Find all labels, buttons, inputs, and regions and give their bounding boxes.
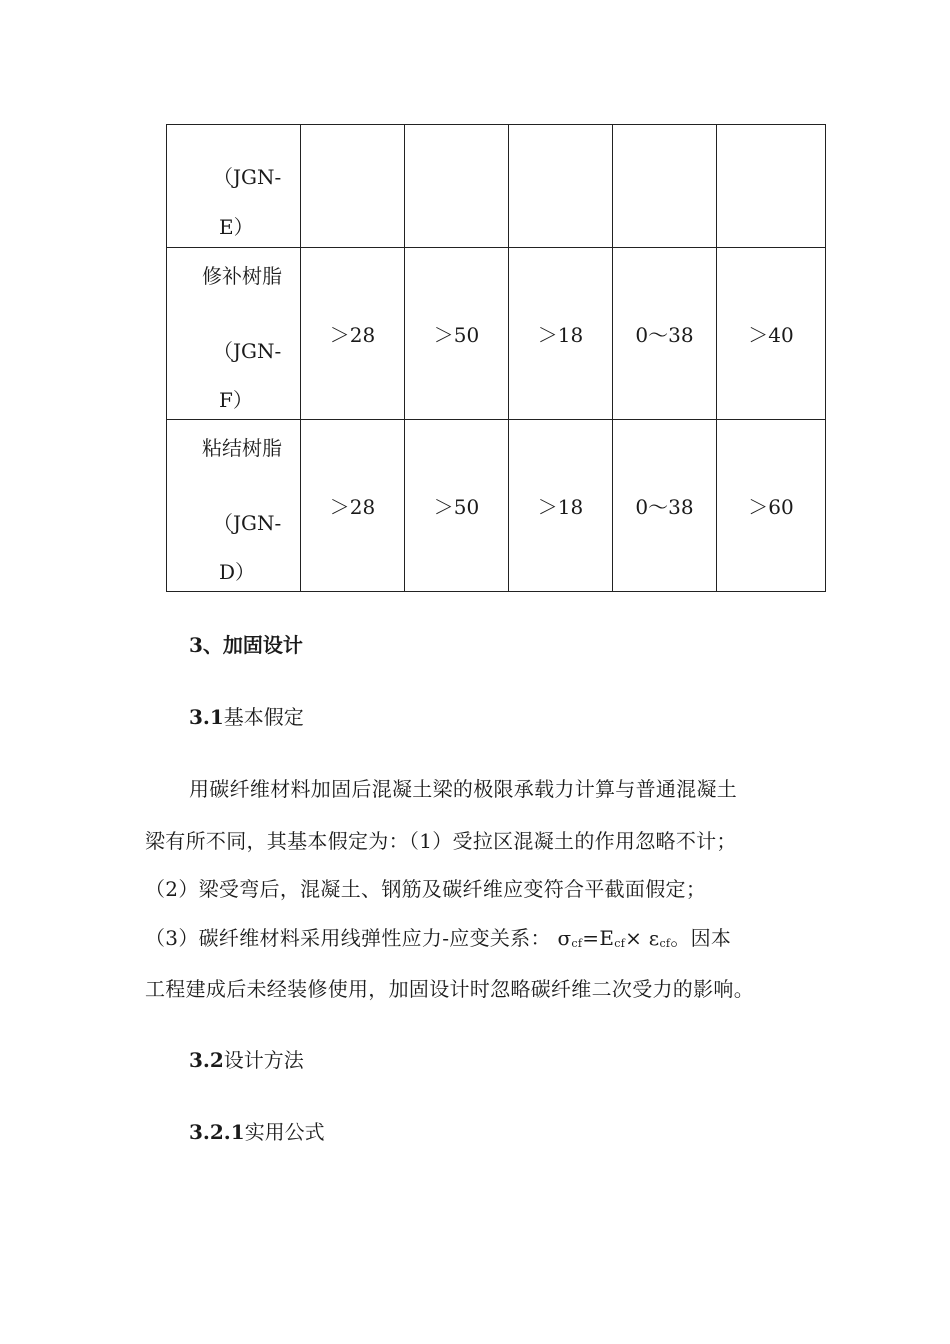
material-name-cell (167, 248, 301, 420)
formula-subscript: cf (614, 937, 626, 950)
section-heading-3-2 (189, 1044, 304, 1073)
section-title: 实用公式 (244, 1120, 325, 1144)
section-title: 基本假定 (223, 705, 304, 729)
table-cell: ＞50 (405, 248, 509, 420)
table-cell: ＞40 (717, 248, 826, 420)
paragraph-line: 工程建成后未经装修使用，加固设计时忽略碳纤维二次受力的影响。 (145, 977, 754, 1001)
material-name: 修补树脂 (202, 264, 282, 288)
table-row (167, 420, 826, 592)
formula-equals: =E (582, 926, 615, 950)
table-cell (613, 125, 717, 248)
material-code-close: E） (219, 215, 254, 239)
material-properties-table (166, 124, 826, 592)
material-name-cell (167, 420, 301, 592)
formula-subscript: cf (571, 937, 583, 950)
line-text: （3）碳纤维材料采用线弹性应力-应变关系： (145, 926, 551, 950)
section-heading-3: 3、加固设计 (189, 633, 303, 657)
table-cell: ＞18 (509, 420, 613, 592)
paragraph-line (145, 922, 731, 951)
section-number: 3.1 (189, 705, 224, 729)
section-number: 3.2 (189, 1048, 224, 1072)
table-cell: 0～38 (613, 248, 717, 420)
table-cell: ＞50 (405, 420, 509, 592)
table-cell: 0～38 (613, 420, 717, 592)
paragraph-line: 梁有所不同，其基本假定为：（1）受拉区混凝土的作用忽略不计； (145, 829, 737, 853)
section-title: 设计方法 (223, 1048, 304, 1072)
formula-times: × ε (625, 926, 660, 950)
formula (557, 926, 670, 950)
material-name: 粘结树脂 (202, 436, 282, 460)
formula-sigma: σ (557, 926, 572, 950)
table-row (167, 248, 826, 420)
table-cell (717, 125, 826, 248)
material-name-cell (167, 125, 301, 248)
table-cell (405, 125, 509, 248)
formula-subscript: cf (659, 937, 671, 950)
table-cell: ＞18 (509, 248, 613, 420)
paragraph-line: （2）梁受弯后，混凝土、钢筋及碳纤维应变符合平截面假定； (145, 877, 707, 901)
section-heading-3-2-1 (189, 1116, 325, 1145)
line-text: 。因本 (670, 926, 732, 950)
material-code-open: （JGN- (213, 165, 282, 189)
table-cell: ＞60 (717, 420, 826, 592)
table-cell (509, 125, 613, 248)
section-number: 3.2.1 (189, 1120, 245, 1144)
paragraph-line: 用碳纤维材料加固后混凝土梁的极限承载力计算与普通混凝土 (189, 777, 738, 801)
table-row (167, 125, 826, 248)
material-code-close: F） (219, 388, 253, 412)
table-cell: ＞28 (301, 248, 405, 420)
material-code-open: （JGN- (213, 511, 282, 535)
section-heading-3-1 (189, 701, 304, 730)
material-code-open: （JGN- (213, 339, 282, 363)
table-cell: ＞28 (301, 420, 405, 592)
material-code-close: D） (219, 560, 256, 584)
